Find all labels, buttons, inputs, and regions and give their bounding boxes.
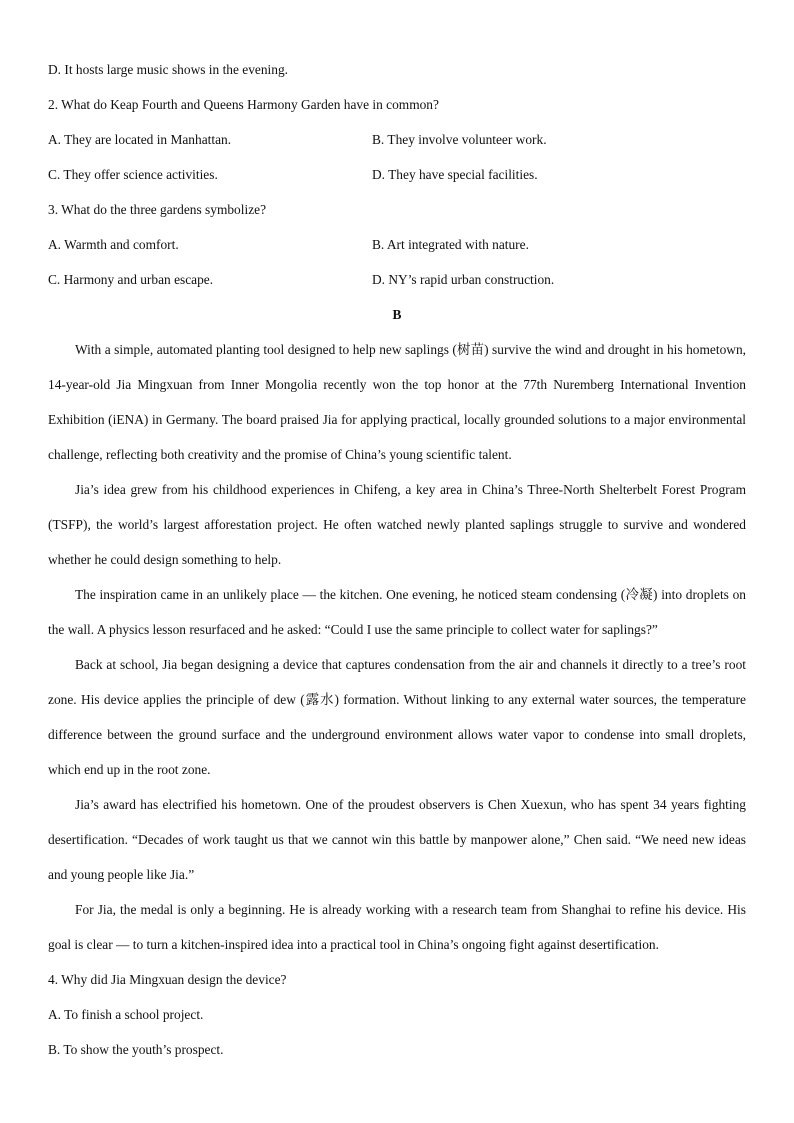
section-b-title: B <box>392 307 402 322</box>
q3-option-b: B. Art integrated with nature. <box>372 237 529 252</box>
passage-paragraph-3: The inspiration came in an unlikely place — the kitchen. One evening, he noticed steam condensing (冷凝) into droplets on the wall. A physics lesson resurfaced and he asked: “Could I use the same principle to collect water for saplings?” <box>48 587 746 637</box>
passage-paragraph-1: With a simple, automated planting tool designed to help new saplings (树苗) survive the wind and drought in his hometown, 14-year-old Jia Mingxuan from Inner Mongolia recently won the top honor at the 77th Nuremberg International Invention Exhibition (iENA) in Germany. The board praised Jia for applying practical, locally grounded solutions to a major environmental challenge, reflecting both creativity and the promise of China’s young scientific talent. <box>48 342 746 462</box>
q2-option-c: C. They offer science activities. <box>48 167 218 182</box>
q2-option-d: D. They have special facilities. <box>372 167 538 182</box>
passage-paragraph-4: Back at school, Jia began designing a device that captures condensation from the air and channels it directly to a tree’s root zone. His device applies the principle of dew (露水) formation. Without linking to any external water sources, the temperature difference between the ground surface and the underground environment allows water vapor to condense into small droplets, which end up in the root zone. <box>48 657 746 777</box>
q2-option-a: A. They are located in Manhattan. <box>48 132 232 147</box>
q4-stem: 4. Why did Jia Mingxuan design the device? <box>48 972 287 987</box>
q3-option-d: D. NY’s rapid urban construction. <box>372 272 555 287</box>
document-page <box>48 52 746 1067</box>
q3-options-row-1 <box>48 227 746 262</box>
passage-paragraph-2: Jia’s idea grew from his childhood experiences in Chifeng, a key area in China’s Three-North Shelterbelt Forest Program (TSFP), the world’s largest afforestation project. He often watched newly planted saplings struggle to survive and wondered whether he could design something to help. <box>48 482 746 567</box>
q1-option-d: D. It hosts large music shows in the evening. <box>48 62 289 77</box>
q3-option-c: C. Harmony and urban escape. <box>48 272 214 287</box>
q2-option-b: B. They involve volunteer work. <box>372 132 547 147</box>
q4-option-a: A. To finish a school project. <box>48 1007 204 1022</box>
passage-paragraph-6: For Jia, the medal is only a beginning. He is already working with a research team from Shanghai to refine his device. His goal is clear — to turn a kitchen-inspired idea into a practical tool in China’s ongoing fight against desertification. <box>48 902 746 952</box>
q4-option-b: B. To show the youth’s prospect. <box>48 1042 224 1057</box>
q3-stem: 3. What do the three gardens symbolize? <box>48 202 267 217</box>
q3-options-row-2 <box>48 262 746 297</box>
q2-stem: 2. What do Keap Fourth and Queens Harmony Garden have in common? <box>48 97 439 112</box>
q2-options-row-2 <box>48 157 746 192</box>
passage-paragraph-5: Jia’s award has electrified his hometown. One of the proudest observers is Chen Xuexun, who has spent 34 years fighting desertification. “Decades of work taught us that we cannot win this battle by manpower alone,” Chen said. “We need new ideas and young people like Jia.” <box>48 797 746 882</box>
q2-options-row-1 <box>48 122 746 157</box>
q3-option-a: A. Warmth and comfort. <box>48 237 179 252</box>
